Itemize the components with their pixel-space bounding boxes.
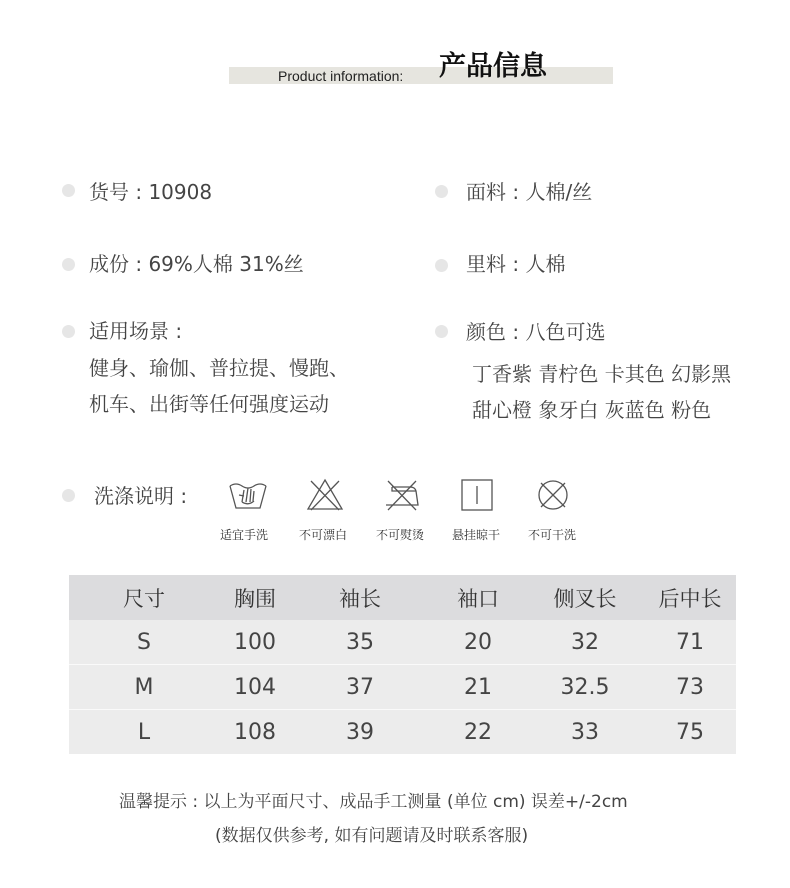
occasion-label: 适用场景 :	[89, 319, 183, 343]
fabric: 面料 : 人棉/丝	[466, 180, 593, 204]
table-cell: M	[134, 674, 154, 700]
table-cell: 39	[346, 719, 374, 745]
table-row	[69, 620, 736, 665]
header-chinese-title: 产品信息	[439, 51, 547, 82]
measurement-note: 温馨提示 : 以上为平面尺寸、成品手工测量 (单位 cm) 误差+/-2cm	[119, 792, 628, 812]
color-line-1: 丁香紫 青柠色 卡其色 幻影黑	[472, 362, 732, 386]
bullet-item-no	[62, 184, 75, 197]
table-cell: 73	[676, 674, 704, 700]
bullet-color	[435, 325, 448, 338]
table-cell: 20	[464, 629, 492, 655]
table-cell: 35	[346, 629, 374, 655]
header-english-title: Product information:	[278, 68, 404, 84]
no-iron-icon	[382, 477, 422, 513]
size-table	[69, 575, 736, 754]
table-cell: 75	[676, 719, 704, 745]
care-label-no-dry-clean: 不可干洗	[528, 528, 577, 542]
composition: 成份 : 69%人棉 31%丝	[89, 252, 304, 276]
bullet-occasion	[62, 325, 75, 338]
table-cell: 37	[346, 674, 374, 700]
table-cell: 32.5	[560, 674, 610, 700]
care-label-hang-dry: 悬挂晾干	[452, 528, 501, 542]
no-bleach-icon	[305, 477, 345, 513]
header-size: 尺寸	[123, 586, 165, 611]
hang-dry-icon	[457, 477, 497, 513]
size-table-body	[69, 620, 736, 754]
care-label-hand-wash: 适宜手洗	[220, 528, 269, 542]
color-label: 颜色 : 八色可选	[466, 320, 606, 344]
bullet-care	[62, 489, 75, 502]
occasion-line-2: 机车、出街等任何强度运动	[89, 392, 329, 416]
table-cell: 21	[464, 674, 492, 700]
header-side-slit: 侧叉长	[553, 586, 617, 611]
table-row	[69, 665, 736, 710]
table-cell: 32	[571, 629, 599, 655]
care-label-no-iron: 不可熨烫	[376, 528, 425, 542]
header-cuff: 袖口	[457, 586, 499, 611]
table-cell: S	[137, 629, 151, 655]
bullet-fabric	[435, 185, 448, 198]
size-table-header	[69, 575, 736, 620]
no-dry-clean-icon	[533, 477, 573, 513]
header-chest: 胸围	[234, 586, 276, 611]
table-cell: 33	[571, 719, 599, 745]
table-cell: 104	[234, 674, 276, 700]
table-cell: 71	[676, 629, 704, 655]
table-cell: 22	[464, 719, 492, 745]
reference-note: (数据仅供参考, 如有问题请及时联系客服)	[215, 826, 529, 846]
care-label-no-bleach: 不可漂白	[299, 528, 348, 542]
occasion-line-1: 健身、瑜伽、普拉提、慢跑、	[89, 356, 349, 380]
bullet-lining	[435, 259, 448, 272]
header-sleeve-length: 袖长	[339, 586, 381, 611]
lining: 里料 : 人棉	[466, 252, 566, 276]
care-label: 洗涤说明 :	[94, 484, 188, 508]
table-cell: 108	[234, 719, 276, 745]
bullet-composition	[62, 258, 75, 271]
table-cell: L	[137, 719, 151, 745]
header-back-length: 后中长	[658, 586, 722, 611]
hand-wash-icon	[228, 476, 268, 512]
table-row	[69, 710, 736, 754]
color-line-2: 甜心橙 象牙白 灰蓝色 粉色	[472, 398, 712, 422]
table-cell: 100	[234, 629, 276, 655]
item-number: 货号 : 10908	[89, 180, 213, 204]
